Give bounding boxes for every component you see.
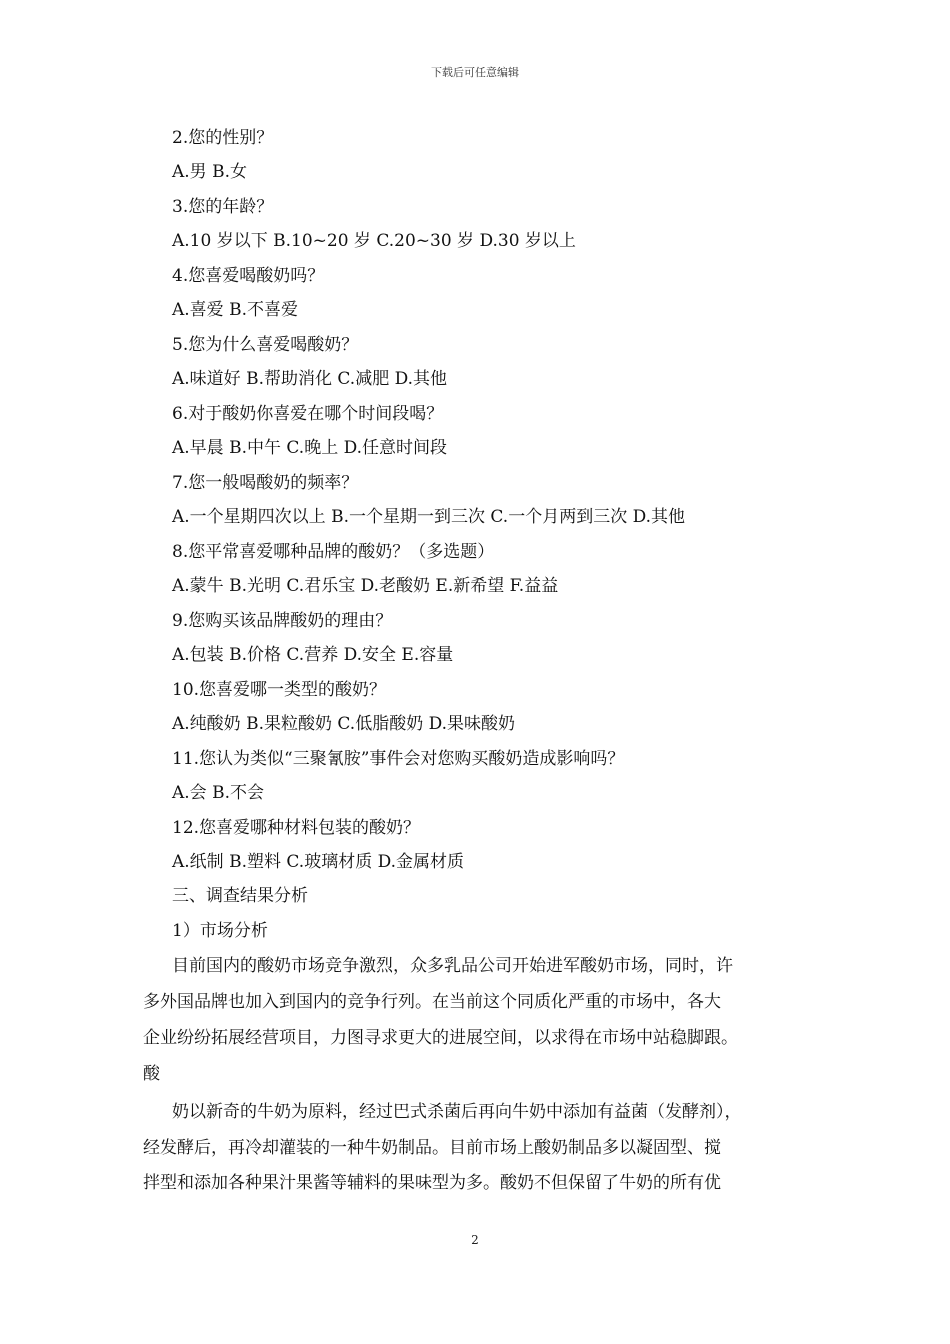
answer-11: A.会 B.不会 [172,783,264,803]
question-2: 2.您的性别？ [172,128,274,148]
paragraph-1-line-1: 目前国内的酸奶市场竞争激烈，众多乳品公司开始进军酸奶市场，同时，许 [172,956,733,976]
question-10: 10.您喜爱哪一类型的酸奶？ [172,680,387,700]
answer-9: A.包装 B.价格 C.营养 D.安全 E.容量 [172,645,454,665]
answer-7: A.一个星期四次以上 B.一个星期一到三次 C.一个月两到三次 D.其他 [172,507,686,527]
answer-3: A.10 岁以下 B.10~20 岁 C.20~30 岁 D.30 岁以上 [172,231,576,251]
paragraph-2-line-2: 经发酵后，再冷却灌装的一种牛奶制品。目前市场上酸奶制品多以凝固型、搅 [143,1138,721,1158]
question-6: 6.对于酸奶你喜爱在哪个时间段喝？ [172,404,444,424]
question-9: 9.您购买该品牌酸奶的理由？ [172,611,393,631]
paragraph-2-line-1: 奶以新奇的牛奶为原料，经过巴式杀菌后再向牛奶中添加有益菌（发酵剂）， [172,1102,742,1122]
question-8: 8.您平常喜爱哪种品牌的酸奶？（多选题） [172,542,495,562]
page-number: 2 [471,1233,479,1247]
answer-8: A.蒙牛 B.光明 C.君乐宝 D.老酸奶 E.新希望 F.益益 [172,576,559,596]
answer-10: A.纯酸奶 B.果粒酸奶 C.低脂酸奶 D.果味酸奶 [172,714,516,734]
answer-4: A.喜爱 B.不喜爱 [172,300,298,320]
paragraph-2-line-3: 拌型和添加各种果汁果酱等辅料的果味型为多。酸奶不但保留了牛奶的所有优 [143,1173,721,1193]
question-7: 7.您一般喝酸奶的频率？ [172,473,359,493]
answer-2: A.男 B.女 [172,162,247,182]
question-5: 5.您为什么喜爱喝酸奶？ [172,335,359,355]
question-3: 3.您的年龄？ [172,197,274,217]
paragraph-1-line-4: 酸 [143,1064,160,1084]
page-header: 下载后可任意编辑 [431,66,519,79]
paragraph-1-line-2: 多外国品牌也加入到国内的竞争行列。在当前这个同质化严重的市场中，各大 [143,992,721,1012]
subsection-title: 1）市场分析 [172,921,268,941]
section-title: 三、调查结果分析 [172,886,308,906]
question-12: 12.您喜爱哪种材料包装的酸奶？ [172,818,421,838]
answer-5: A.味道好 B.帮助消化 C.减肥 D.其他 [172,369,448,389]
question-4: 4.您喜爱喝酸奶吗？ [172,266,325,286]
answer-6: A.早晨 B.中午 C.晚上 D.任意时间段 [172,438,448,458]
question-11: 11.您认为类似“三聚氰胺”事件会对您购买酸奶造成影响吗？ [172,749,625,769]
paragraph-1-line-3: 企业纷纷拓展经营项目，力图寻求更大的进展空间，以求得在市场中站稳脚跟。 [143,1028,738,1048]
answer-12: A.纸制 B.塑料 C.玻璃材质 D.金属材质 [172,852,465,872]
